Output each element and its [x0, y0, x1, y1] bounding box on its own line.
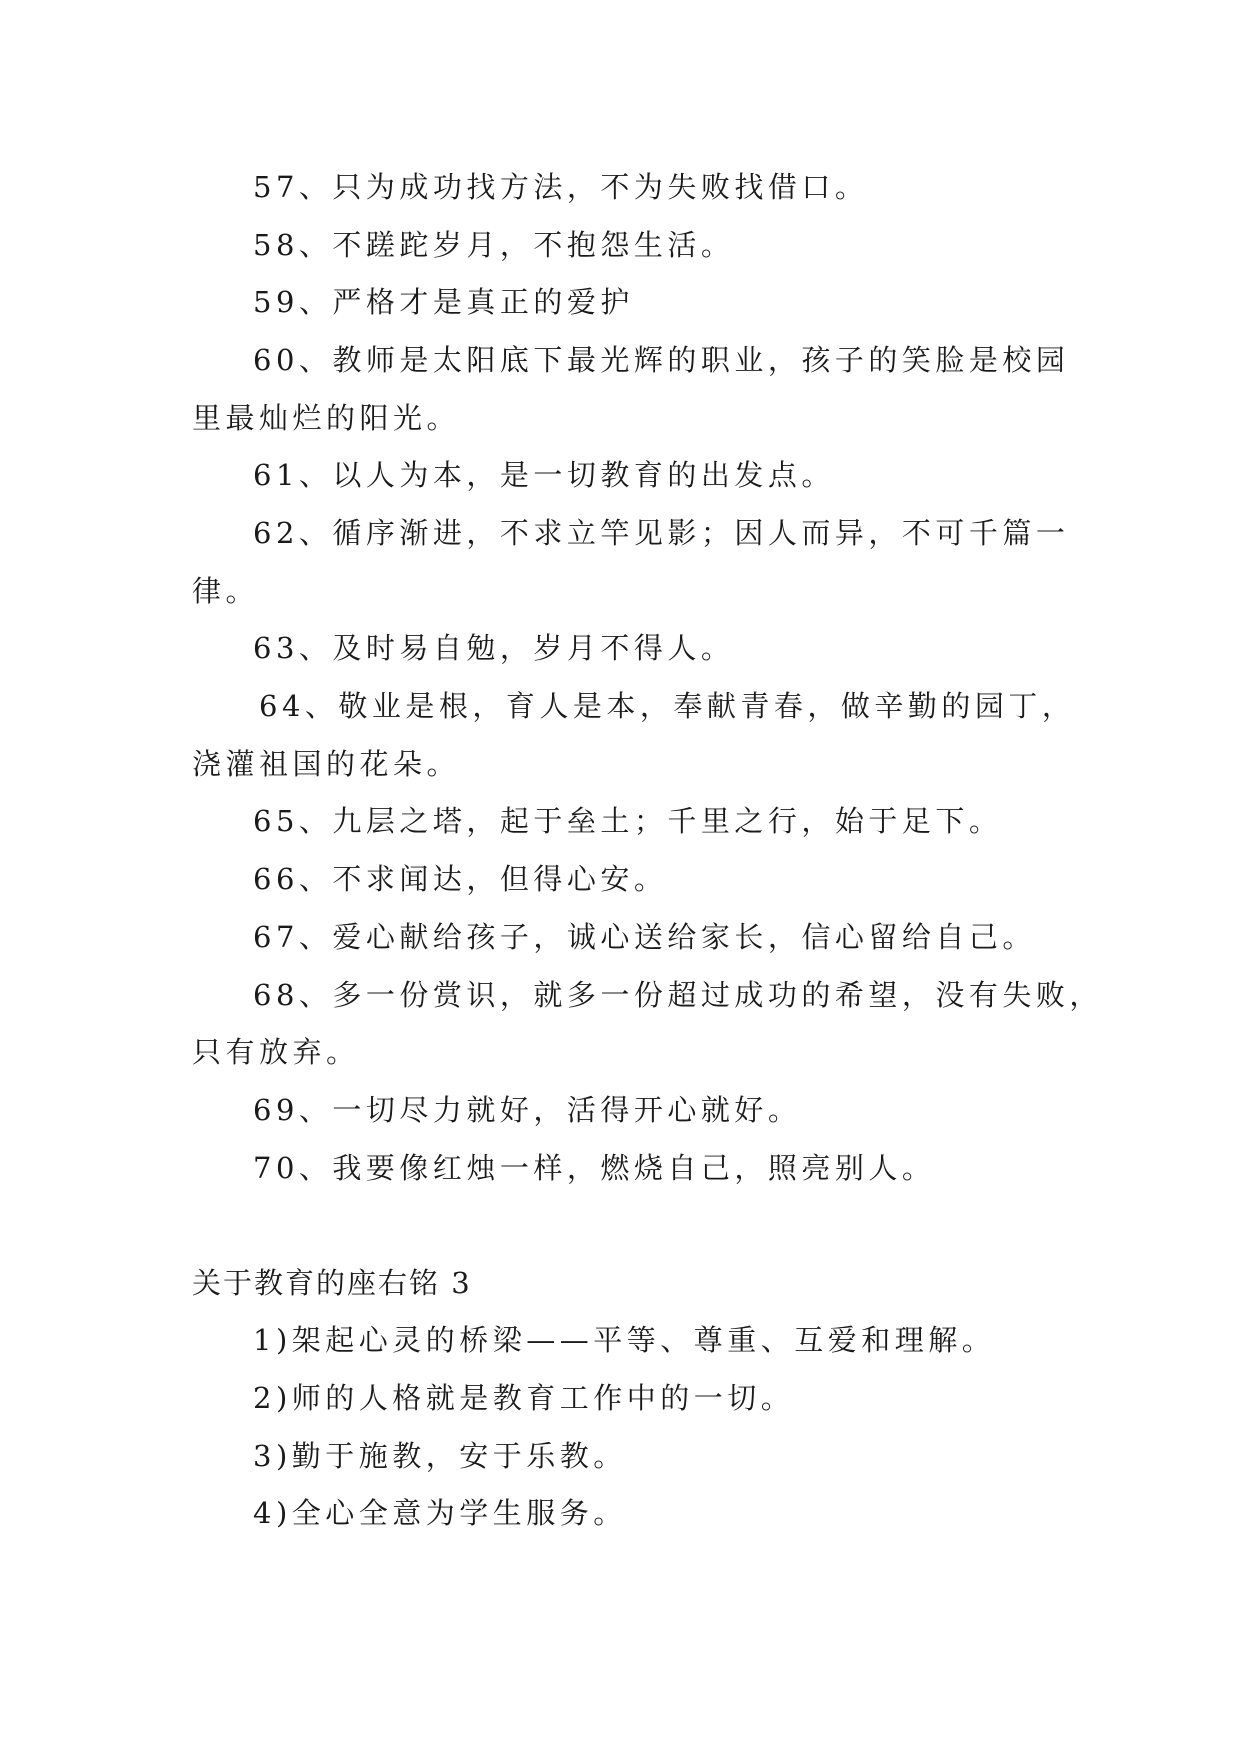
motto-66: 66、不求闻达，但得心安。: [253, 862, 668, 896]
motto-62-continued: 律。: [192, 574, 260, 608]
section-item-2: 2)师的人格就是教育工作中的一切。: [253, 1381, 795, 1415]
section-item-3: 3)勤于施教，安于乐教。: [253, 1439, 627, 1473]
motto-61: 61、以人为本，是一切教育的出发点。: [253, 458, 835, 492]
section-item-1: 1)架起心灵的桥梁——平等、尊重、互爱和理解。: [253, 1323, 996, 1357]
motto-57: 57、只为成功找方法，不为失败找借口。: [253, 170, 869, 204]
motto-59: 59、严格才是真正的爱护: [253, 285, 634, 319]
motto-69: 69、一切尽力就好，活得开心就好。: [253, 1093, 802, 1127]
motto-60-continued: 里最灿烂的阳光。: [192, 401, 461, 435]
motto-70: 70、我要像红烛一样，燃烧自己，照亮别人。: [253, 1151, 936, 1185]
motto-63: 63、及时易自勉，岁月不得人。: [253, 631, 735, 665]
motto-64: 64、敬业是根，育人是本，奉献青春，做辛勤的园丁，: [259, 689, 1076, 723]
motto-65: 65、九层之塔，起于垒土；千里之行，始于足下。: [253, 804, 1003, 838]
motto-64-continued: 浇灌祖国的花朵。: [192, 747, 461, 781]
motto-60: 60、教师是太阳底下最光辉的职业，孩子的笑脸是校园: [253, 343, 1070, 377]
motto-58: 58、不蹉跎岁月，不抱怨生活。: [253, 228, 735, 262]
motto-68: 68、多一份赏识，就多一份超过成功的希望，没有失败，: [253, 978, 1103, 1012]
section-title: 关于教育的座右铭 3: [192, 1266, 472, 1300]
motto-67: 67、爱心献给孩子，诚心送给家长，信心留给自己。: [253, 920, 1036, 954]
section-item-4: 4)全心全意为学生服务。: [253, 1496, 627, 1530]
motto-62: 62、循序渐进，不求立竿见影；因人而异，不可千篇一: [253, 516, 1070, 550]
motto-68-continued: 只有放弃。: [192, 1035, 360, 1069]
